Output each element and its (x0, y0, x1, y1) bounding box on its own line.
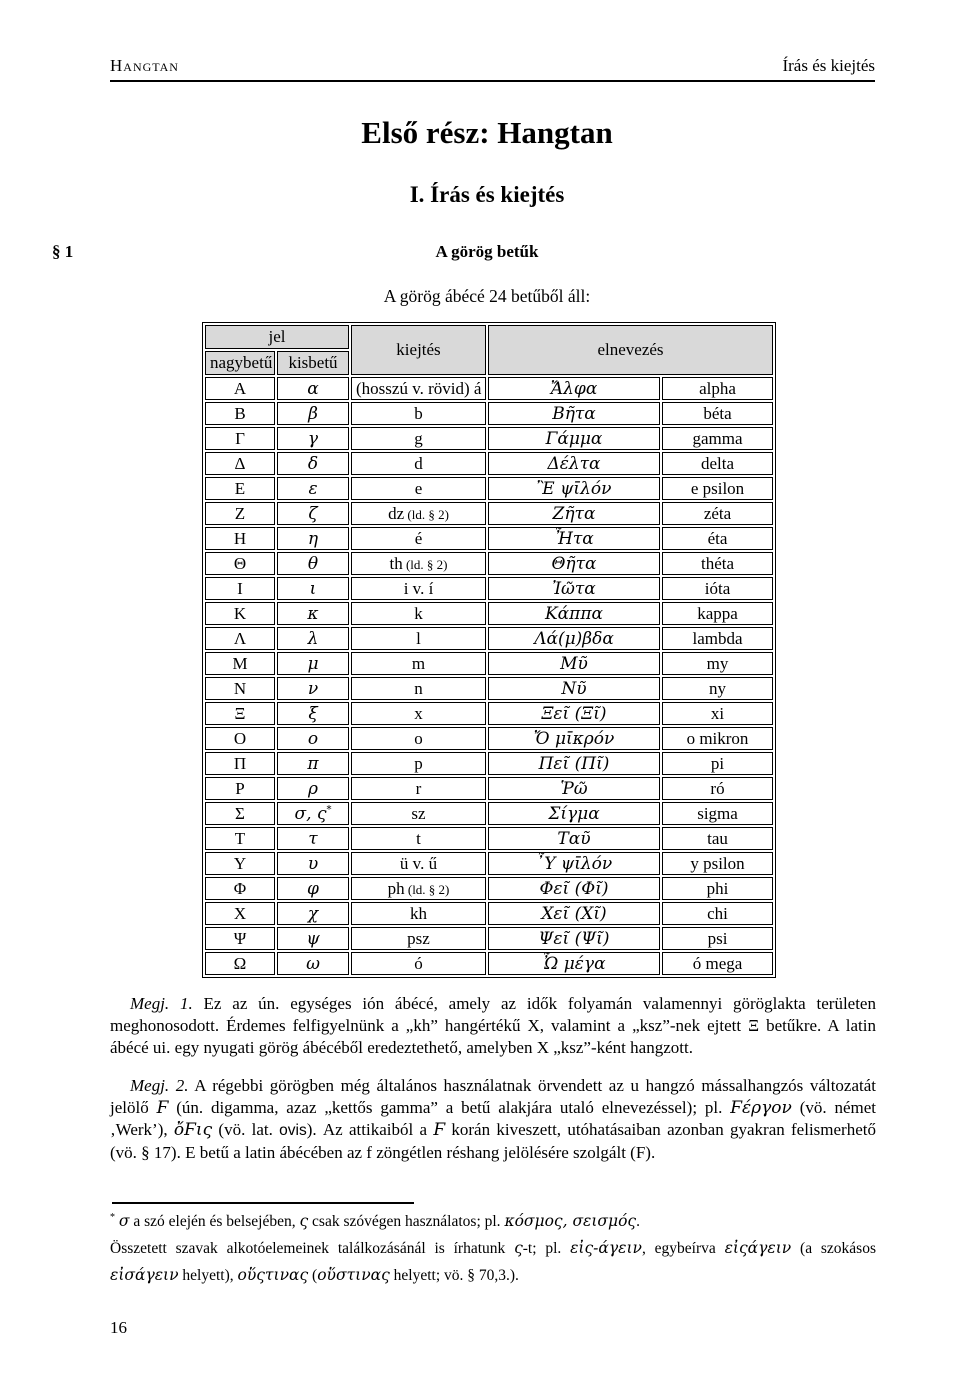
hungarian-name: ny (662, 677, 773, 700)
pronunciation: (hosszú v. rövid) á (351, 377, 486, 400)
table-row (205, 627, 773, 650)
paragraph-number: § 1 (52, 242, 74, 261)
lowercase-letter: ρ (277, 777, 349, 800)
greek-name: Ὄ μῑκρόν (488, 727, 660, 750)
greek-alphabet-table-wrap (202, 322, 776, 978)
greek-name: Ἒ ψῑλόν (488, 477, 660, 500)
pronunciation: th (ld. § 2) (351, 552, 486, 575)
running-header (110, 56, 875, 76)
table-row (205, 877, 773, 900)
greek-name: Πεῖ (Πῖ) (488, 752, 660, 775)
hungarian-name: chi (662, 902, 773, 925)
lowercase-letter: ζ (277, 502, 349, 525)
pronunciation: o (351, 727, 486, 750)
table-row (205, 652, 773, 675)
table-row (205, 952, 773, 975)
header-nagybetu: nagybetű (205, 351, 275, 375)
lowercase-letter: α (277, 377, 349, 400)
uppercase-letter: Χ (205, 902, 275, 925)
hungarian-name: éta (662, 527, 773, 550)
table-intro-text: A görög ábécé 24 betűből áll: (383, 286, 591, 306)
lowercase-letter: η (277, 527, 349, 550)
header-kisbetu: kisbetű (277, 351, 349, 375)
lowercase-letter: β (277, 402, 349, 425)
uppercase-letter: Λ (205, 627, 275, 650)
lowercase-letter: ι (277, 577, 349, 600)
uppercase-letter: Μ (205, 652, 275, 675)
greek-name: Φεῖ (Φῖ) (488, 877, 660, 900)
hungarian-name: psi (662, 927, 773, 950)
footnote-line-1: * σ a szó elején és belsejében, ς csak szóvégen használatos; pl. κόσμος, σεισμός. (110, 1211, 640, 1230)
table-header-row-1 (205, 325, 773, 349)
footnote-rule (112, 1202, 414, 1204)
uppercase-letter: Ο (205, 727, 275, 750)
greek-name: Θῆτα (488, 552, 660, 575)
pronunciation: x (351, 702, 486, 725)
pronunciation: d (351, 452, 486, 475)
header-elnevezes: elnevezés (488, 325, 773, 375)
chapter-title: I. Írás és kiejtés (409, 182, 565, 207)
greek-name: Νῦ (488, 677, 660, 700)
uppercase-letter: Ν (205, 677, 275, 700)
table-row (205, 927, 773, 950)
hungarian-name: théta (662, 552, 773, 575)
greek-name: Ζῆτα (488, 502, 660, 525)
table-row (205, 727, 773, 750)
uppercase-letter: Ι (205, 577, 275, 600)
table-row (205, 777, 773, 800)
lowercase-letter: κ (277, 602, 349, 625)
uppercase-letter: Ζ (205, 502, 275, 525)
hungarian-name: gamma (662, 427, 773, 450)
lowercase-letter: ν (277, 677, 349, 700)
uppercase-letter: Ρ (205, 777, 275, 800)
lowercase-letter: υ (277, 852, 349, 875)
table-row (205, 602, 773, 625)
lowercase-letter: λ (277, 627, 349, 650)
uppercase-letter: Κ (205, 602, 275, 625)
section-heading-line (0, 242, 974, 262)
uppercase-letter: Γ (205, 427, 275, 450)
hungarian-name: delta (662, 452, 773, 475)
lowercase-letter: ε (277, 477, 349, 500)
pronunciation: e (351, 477, 486, 500)
table-row (205, 827, 773, 850)
pronunciation: ó (351, 952, 486, 975)
table-row (205, 427, 773, 450)
uppercase-letter: Π (205, 752, 275, 775)
greek-name: Ῥῶ (488, 777, 660, 800)
hungarian-name: béta (662, 402, 773, 425)
greek-name: Ψεῖ (Ψῖ) (488, 927, 660, 950)
footnote-line-2: Összetett szavak alkotóelemeinek találkozásánál is írhatunk ς-t; pl. εἰς-άγειν, egybeírva εἰςάγειν (a szokásos εἰσάγειν helyett), οὕςτινας (οὕστινας helyett; vö. § 70,3.). (110, 1239, 876, 1284)
page-number: 16 (110, 1318, 127, 1337)
pronunciation: kh (351, 902, 486, 925)
lowercase-letter: μ (277, 652, 349, 675)
pronunciation: psz (351, 927, 486, 950)
uppercase-letter: Ε (205, 477, 275, 500)
uppercase-letter: Σ (205, 802, 275, 825)
uppercase-letter: Ψ (205, 927, 275, 950)
running-header-section: Írás és kiejtés (782, 56, 875, 75)
pronunciation: r (351, 777, 486, 800)
table-row (205, 802, 773, 825)
table-row (205, 752, 773, 775)
section-heading: A görög betűk (435, 242, 539, 261)
pronunciation: b (351, 402, 486, 425)
pronunciation: k (351, 602, 486, 625)
lowercase-letter: δ (277, 452, 349, 475)
lowercase-letter: ο (277, 727, 349, 750)
lowercase-letter: θ (277, 552, 349, 575)
greek-name: Ταῦ (488, 827, 660, 850)
greek-name: Ὦ μέγα (488, 952, 660, 975)
uppercase-letter: Β (205, 402, 275, 425)
header-kiejtes: kiejtés (351, 325, 486, 375)
table-row (205, 702, 773, 725)
hungarian-name: sigma (662, 802, 773, 825)
lowercase-letter: γ (277, 427, 349, 450)
lowercase-letter: χ (277, 902, 349, 925)
table-row (205, 527, 773, 550)
hungarian-name: ó mega (662, 952, 773, 975)
table-row (205, 577, 773, 600)
pronunciation: m (351, 652, 486, 675)
footnote (110, 1208, 876, 1289)
greek-name: Σίγμα (488, 802, 660, 825)
remarks (110, 993, 876, 1180)
greek-alphabet-table (202, 322, 776, 978)
greek-name: Ξεῖ (Ξῖ) (488, 702, 660, 725)
uppercase-letter: Τ (205, 827, 275, 850)
hungarian-name: kappa (662, 602, 773, 625)
pronunciation: g (351, 427, 486, 450)
running-header-chapter: Hangtan (110, 56, 179, 75)
uppercase-letter: Α (205, 377, 275, 400)
hungarian-name: alpha (662, 377, 773, 400)
remark-1: Megj. 1. Ez az ún. egységes ión ábécé, amely az idők folyamán valamennyi göröglakta területen meghonosodott. Érdemes felfigyelnünk a „kh” hangértékű Χ, valamint a „ksz”-nek ejtett Ξ betűkre. A latin ábécé ui. egy nyugati görög ábécéből eredeztethető, amelyben Χ „ksz”-ként hangzott. (110, 994, 876, 1057)
pronunciation: dz (ld. § 2) (351, 502, 486, 525)
hungarian-name: lambda (662, 627, 773, 650)
uppercase-letter: Θ (205, 552, 275, 575)
pronunciation: l (351, 627, 486, 650)
hungarian-name: my (662, 652, 773, 675)
table-row (205, 552, 773, 575)
hungarian-name: phi (662, 877, 773, 900)
uppercase-letter: Η (205, 527, 275, 550)
greek-name: Γάμμα (488, 427, 660, 450)
page-title: Első rész: Hangtan (361, 115, 613, 150)
hungarian-name: ró (662, 777, 773, 800)
table-row (205, 377, 773, 400)
lowercase-letter: ω (277, 952, 349, 975)
remark-2: Megj. 2. A régebbi görögben még általános használatnak örvendett az u hangzó mássalhangzós változatát jelölő Ϝ (ún. digamma, azaz „kettős gamma” a betű alakjára utaló elnevezéssel); pl. Ϝέργον (vö. német ‚Werk’), ὄϜις (vö. lat. ovis). Az attikaiból a Ϝ korán kiveszett, utóhatásaiban azonban gyakran felismerhető (vö. § 17). E betű a latin ábécében az f zöngétlen réshang jelölésére szolgált (F). (110, 1076, 876, 1162)
lowercase-letter: σ, ς* (277, 802, 349, 825)
header-rule (110, 80, 875, 82)
greek-name: ῏Υ ψῑλόν (488, 852, 660, 875)
greek-name: Λά(μ)βδα (488, 627, 660, 650)
table-row (205, 677, 773, 700)
hungarian-name: tau (662, 827, 773, 850)
pronunciation: n (351, 677, 486, 700)
pronunciation: t (351, 827, 486, 850)
lowercase-letter: φ (277, 877, 349, 900)
table-row (205, 477, 773, 500)
greek-name: Κάππα (488, 602, 660, 625)
table-row (205, 402, 773, 425)
greek-name: Ἰῶτα (488, 577, 660, 600)
header-jel: jel (205, 325, 349, 349)
pronunciation: é (351, 527, 486, 550)
hungarian-name: ióta (662, 577, 773, 600)
lowercase-letter: ξ (277, 702, 349, 725)
uppercase-letter: Δ (205, 452, 275, 475)
table-row (205, 902, 773, 925)
hungarian-name: pi (662, 752, 773, 775)
lowercase-letter: ψ (277, 927, 349, 950)
hungarian-name: y psilon (662, 852, 773, 875)
greek-name: Ἄλφα (488, 377, 660, 400)
uppercase-letter: Ω (205, 952, 275, 975)
lowercase-letter: τ (277, 827, 349, 850)
greek-name: Μῦ (488, 652, 660, 675)
greek-name: Χεῖ (Χῖ) (488, 902, 660, 925)
pronunciation: sz (351, 802, 486, 825)
uppercase-letter: Ξ (205, 702, 275, 725)
pronunciation: ü v. ű (351, 852, 486, 875)
table-row (205, 502, 773, 525)
table-row (205, 852, 773, 875)
uppercase-letter: Φ (205, 877, 275, 900)
table-row (205, 452, 773, 475)
pronunciation: p (351, 752, 486, 775)
greek-name: Ἦτα (488, 527, 660, 550)
greek-name: Βῆτα (488, 402, 660, 425)
pronunciation: ph (ld. § 2) (351, 877, 486, 900)
lowercase-letter: π (277, 752, 349, 775)
hungarian-name: zéta (662, 502, 773, 525)
pronunciation: i v. í (351, 577, 486, 600)
greek-name: Δέλτα (488, 452, 660, 475)
hungarian-name: xi (662, 702, 773, 725)
hungarian-name: e psilon (662, 477, 773, 500)
uppercase-letter: Υ (205, 852, 275, 875)
hungarian-name: o mikron (662, 727, 773, 750)
